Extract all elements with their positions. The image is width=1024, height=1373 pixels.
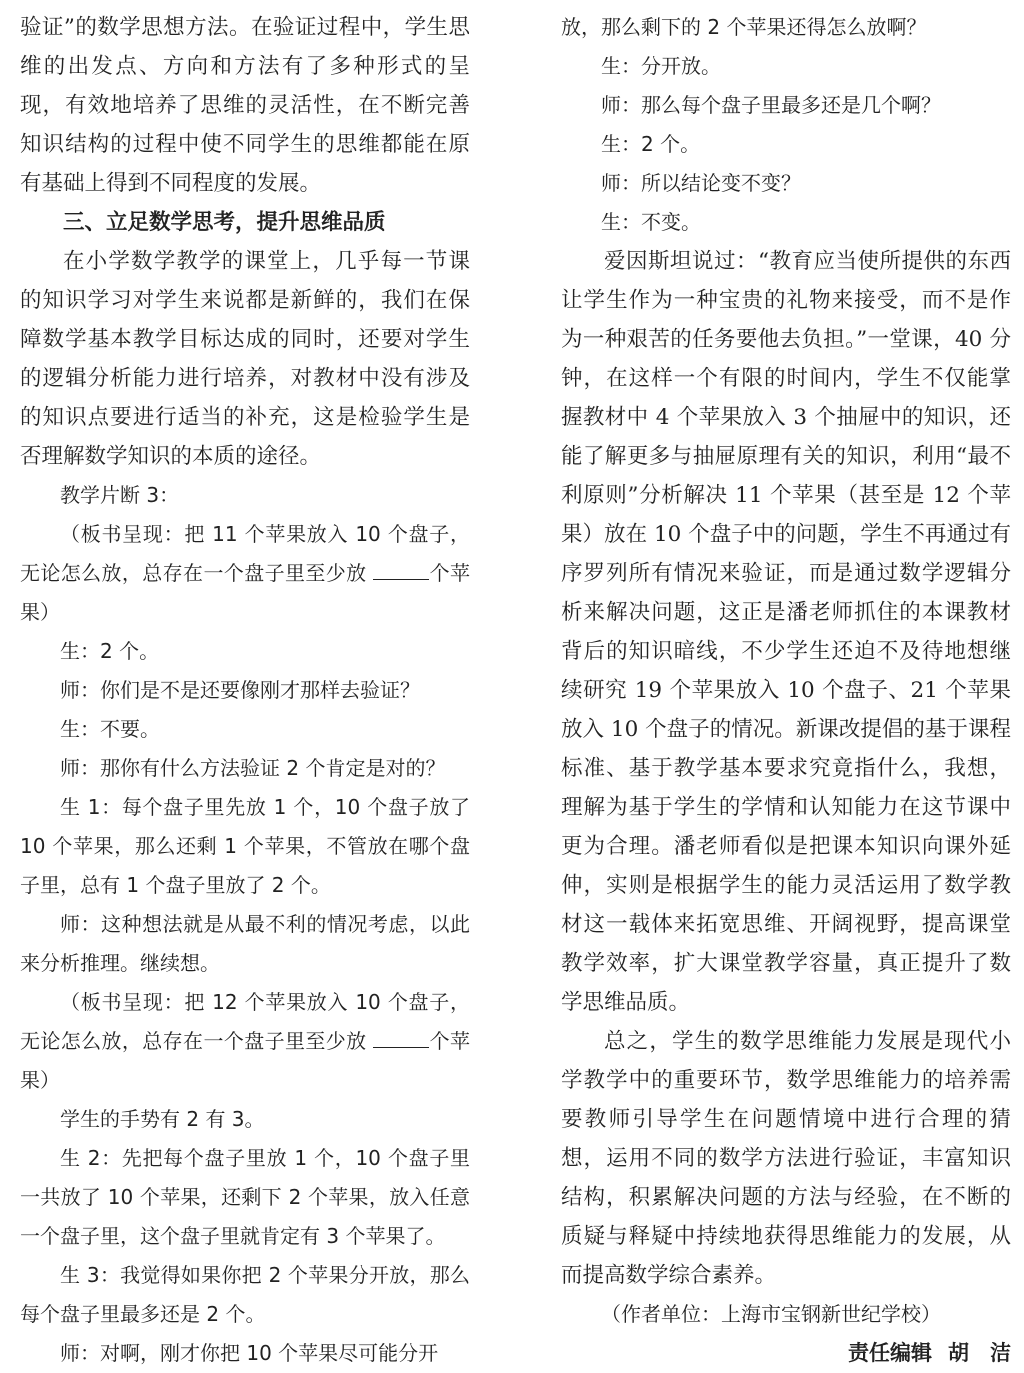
einstein-paragraph: 爱因斯坦说过：“教育应当使所提供的东西让学生作为一种宝贵的礼物来接受，而不是作为一种艰苦的任务要他去负担。”一堂课，40 分钟，在这样一个有限的时间内，学生不仅能掌握教材中 4 个苹果放入 3 个抽屉中的知识，还能了解更多与抽屉原理有关的知识，利用“最不利原则”分析解决 11 个苹果（甚至是 12 个苹果）放在 10 个盘子中的问题，学生不再通过有序罗列所有情况来验证，而是通过数学逻辑分析来解决问题，这正是潘老师抓住的本课教材背后的知识暗线，不少学生还迫不及待地想继续研究 19 个苹果放入 10 个盘子、21 个苹果放入 10 个盘子的情况。新课改提倡的基于课程标准、基于教学基本要求究竟指什么，我想，理解为基于学生的学情和认知能力在这节课中更为合理。潘老师看似是把课本知识向课外延伸，实则是根据学生的能力灵活运用了数学教材这一载体来拓宽思维、开阔视野，提高课堂教学效率，扩大课堂教学容量，真正提升了数学思维品质。 <box>561 249 1011 1015</box>
section-heading: 三、立足数学思考，提升思维品质 <box>63 210 386 235</box>
board-note-1 <box>20 515 470 632</box>
dialogue-continuation: 放，那么剩下的 2 个苹果还得怎么放啊？ <box>561 15 927 39</box>
dialogue-line: 生：不变。 <box>601 210 701 234</box>
body-paragraph: 在小学数学教学的课堂上，几乎每一节课的知识学习对学生来说都是新鲜的，我们在保障数学基本教学目标达成的同时，还要对学生的逻辑分析能力进行培养，对教材中没有涉及的知识点要进行适当的补充，这是检验学生是否理解数学知识的本质的途径。 <box>20 249 470 469</box>
dialogue-line: 学生的手势有 2 有 3。 <box>60 1107 265 1131</box>
dialogue-line: 生：分开放。 <box>601 54 721 78</box>
responsible-editor <box>561 1334 1011 1373</box>
dialogue-line: 生：2 个。 <box>601 132 701 156</box>
dialogue-line: 生 1：每个盘子里先放 1 个，10 个盘子放了 10 个苹果，那么还剩 1 个苹果，不管放在哪个盘子里，总有 1 个盘子里放了 2 个。 <box>20 795 470 897</box>
right-column <box>561 8 1011 1373</box>
editor-label: 责任编辑 <box>848 1341 932 1365</box>
board-note-2 <box>20 983 470 1100</box>
dialogue-line: 师：你们是不是还要像刚才那样去验证？ <box>60 678 420 702</box>
dialogue-line: 师：那么每个盘子里最多还是几个啊？ <box>601 93 941 117</box>
dialogue-line: 师：那你有什么方法验证 2 个肯定是对的？ <box>60 756 446 780</box>
conclusion-paragraph: 总之，学生的数学思维能力发展是现代小学教学中的重要环节，数学思维能力的培养需要教师引导学生在问题情境中进行合理的猜想，运用不同的数学方法进行验证，丰富知识结构，积累解决问题的方法与经验，在不断的质疑与释疑中持续地获得思维能力的发展，从而提高数学综合素养。 <box>561 1029 1011 1288</box>
dialogue-line: 生：2 个。 <box>60 639 160 663</box>
dialogue-line: 师：所以结论变不变？ <box>601 171 801 195</box>
dialogue-line: 生：不要。 <box>60 717 160 741</box>
intro-paragraph: 验证”的数学思想方法。在验证过程中，学生思维的出发点、方向和方法有了多种形式的呈现，有效地培养了思维的灵活性，在不断完善知识结构的过程中使不同学生的思维都能在原有基础上得到不同程度的发展。 <box>20 15 470 196</box>
dialogue-line: 师：对啊，刚才你把 10 个苹果尽可能分开 <box>60 1341 439 1365</box>
fragment-title: 教学片断 3： <box>60 483 180 507</box>
dialogue-line: 生 2：先把每个盘子里放 1 个，10 个盘子里一共放了 10 个苹果，还剩下 2 个苹果，放入任意一个盘子里，这个盘子里就肯定有 3 个苹果了。 <box>20 1146 470 1248</box>
dialogue-line: 生 3：我觉得如果你把 2 个苹果分开放，那么每个盘子里最多还是 2 个。 <box>20 1263 470 1326</box>
fill-blank-2 <box>373 1025 429 1048</box>
author-unit: （作者单位：上海市宝钢新世纪学校） <box>601 1302 941 1326</box>
editor-name: 胡 洁 <box>948 1341 1011 1365</box>
board-note-2-text: （板书呈现：把 12 个苹果放入 10 个盘子，无论怎么放，总存在一个盘子里至少放 <box>20 990 470 1053</box>
board-note-1-end: 个苹果） <box>20 561 471 624</box>
board-note-2-end: 个苹果） <box>20 1029 471 1092</box>
fill-blank-1 <box>373 557 429 580</box>
left-column <box>20 8 470 1373</box>
dialogue-line: 师：这种想法就是从最不利的情况考虑，以此来分析推理。继续想。 <box>20 912 470 975</box>
board-note-1-text: （板书呈现：把 11 个苹果放入 10 个盘子，无论怎么放，总存在一个盘子里至少放 <box>20 522 470 585</box>
